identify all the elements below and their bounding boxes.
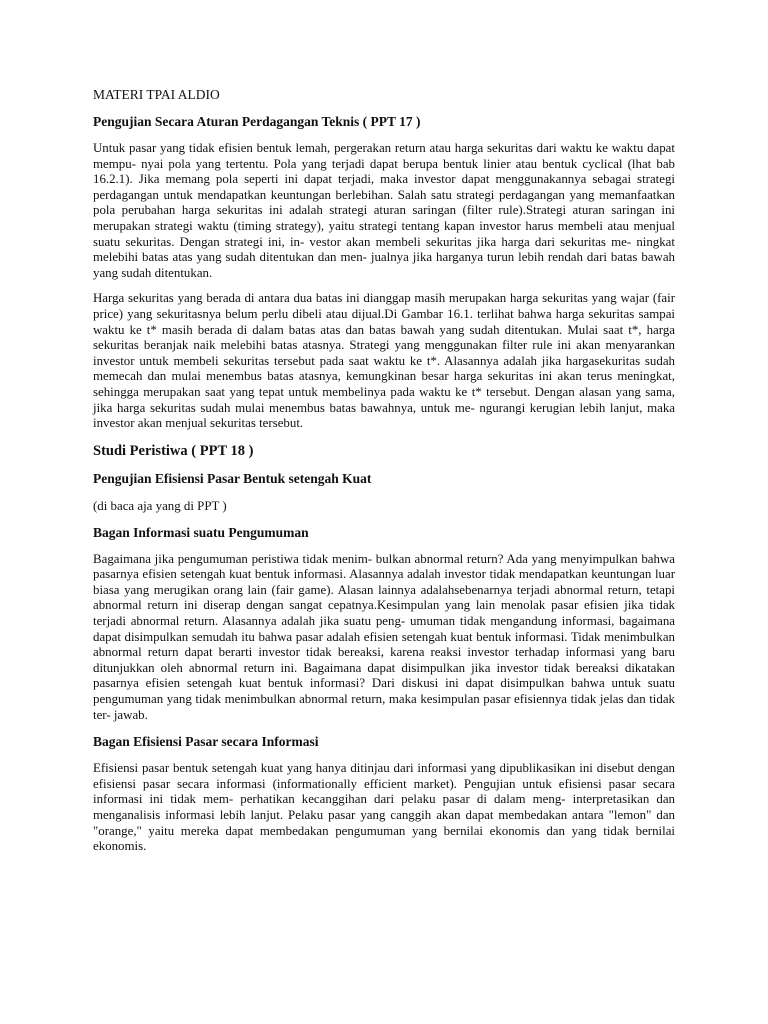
section-heading-semi-strong-efficiency: Pengujian Efisiensi Pasar Bentuk setengah Kuat bbox=[93, 470, 372, 486]
section-heading-event-study: Studi Peristiwa ( PPT 18 ) bbox=[93, 442, 254, 459]
paragraph-announcement-information: Bagaimana jika pengumuman peristiwa tidak menim- bulkan abnormal return? Ada yang menyimpulkan bahwa pasarnya efisien setengah kuat bentuk informasi. Alasannya adalah investor tidak mendapatkan keuntungan luar biasa yang merugikan orang lain (fair game). Alasan lainnya adalahsebenarnya terjadi abnormal return, tetapi abnormal return ini diserap dengan sangat cepatnya.Kesimpulan yang lain menolak pasar efisien jika tidak terjadi abnormal return. Alasannya adalah jika suatu peng- umuman tidak mengandung informasi, bagaimana dapat disimpulkan semudah itu bahwa pasar adalah efisien setengah kuat bentuk informasi. Tidak menimbulkan abnormal return dapat berarti investor tidak bereaksi, karena reaksi investor terhadap informasi yang baru ditunjukkan oleh abnormal return ini. Bagaimana dapat disimpulkan jika investor tidak bereaksi dikatakan pasarnya efisien setengah kuat bentuk informasi? Dari diskusi ini dapat disimpulkan bahwa untuk suatu pengumuman yang tidak menimbulkan abnormal return, maka kesimpulan pasar efisiennya tidak jelas dan tidak ter- jawab. bbox=[93, 551, 675, 722]
section-heading-announcement-information: Bagan Informasi suatu Pengumuman bbox=[93, 524, 309, 540]
paragraph-informational-efficiency: Efisiensi pasar bentuk setengah kuat yang hanya ditinjau dari informasi yang dipublikasikan ini disebut dengan efisiensi pasar secara informasi (informationally efficient market). Pengujian untuk efisiensi pasar secara informasi ini tidak mem- perhatikan kecanggihan dari pelaku pasar di dalam meng- interpretasikan dan menganalisis informasi lebih lanjut. Pelaku pasar yang canggih akan dapat membedakan antara "lemon" dan "orange," yaitu mereka dapat membedakan pengumuman yang bernilai ekonomis dan yang tidak bernilai ekonomis. bbox=[93, 761, 675, 854]
paragraph-filter-rule-1: Untuk pasar yang tidak efisien bentuk lemah, pergerakan return atau harga sekuritas dari waktu ke waktu dapat mempu- nyai pola yang tertentu. Pola yang terjadi dapat berupa bentuk linier atau bentuk cyclical (lhat bab 16.2.1). Jika memang pola seperti ini dapat terjadi, maka investor dapat menggunakannya sebagai strategi perdagangan untuk mendapatkan keuntungan berlebihan. Salah satu strategi perdagangan yang memanfaatkan pola perubahan harga sekuritas ini adalah strategi aturan saringan (filter rule).Strategi aturan saringan ini merupakan strategi waktu (timing strategy), yaitu strategi tentang kapan investor harus membeli atau menjual suatu sekuritas. Dengan strategi ini, in- vestor akan membeli sekuritas jika harga dari sekuritas me- ningkat melebihi batas atas yang sudah ditentukan dan men- jualnya jika harganya turun lebih rendah dari batas bawah yang sudah ditentukan. bbox=[93, 141, 675, 280]
document-title: MATERI TPAI ALDIO bbox=[93, 87, 220, 102]
paragraph-filter-rule-2: Harga sekuritas yang berada di antara dua batas ini dianggap masih merupakan harga sekuritas yang wajar (fair price) yang sekuritasnya belum perlu dibeli atau dijual.Di Gambar 16.1. terlihat bahwa harga sekuritas sampai waktu ke t* masih berada di dalam batas atas dan batas bawah yang sudah ditentukan. Mulai saat t*, harga sekuritas beranjak naik melebihi batas atasnya. Strategi yang menggunakan filter rule ini akan menyarankan investor untuk membeli sekuritas tersebut pada saat waktu ke t*. Alasannya adalah jika hargasekuritas sudah memecah dan mulai menembus batas atasnya, kemungkinan besar harga sekuritas ini akan terus meningkat, sehingga merupakan saat yang tepat untuk membelinya pada waktu ke t* tersebut. Dengan alasan yang sama, jika harga sekuritas sudah mulai menembus batas bawahnya, untuk me- ngurangi kerugian lebih lanjut, maka investor akan menjual sekuritas tersebut. bbox=[93, 291, 675, 431]
document-page bbox=[93, 86, 675, 865]
section-heading-informational-efficiency: Bagan Efisiensi Pasar secara Informasi bbox=[93, 734, 319, 750]
reading-note: (di baca aja yang di PPT ) bbox=[93, 498, 227, 513]
section-heading-filter-rule: Pengujian Secara Aturan Perdagangan Teknis ( PPT 17 ) bbox=[93, 114, 421, 129]
